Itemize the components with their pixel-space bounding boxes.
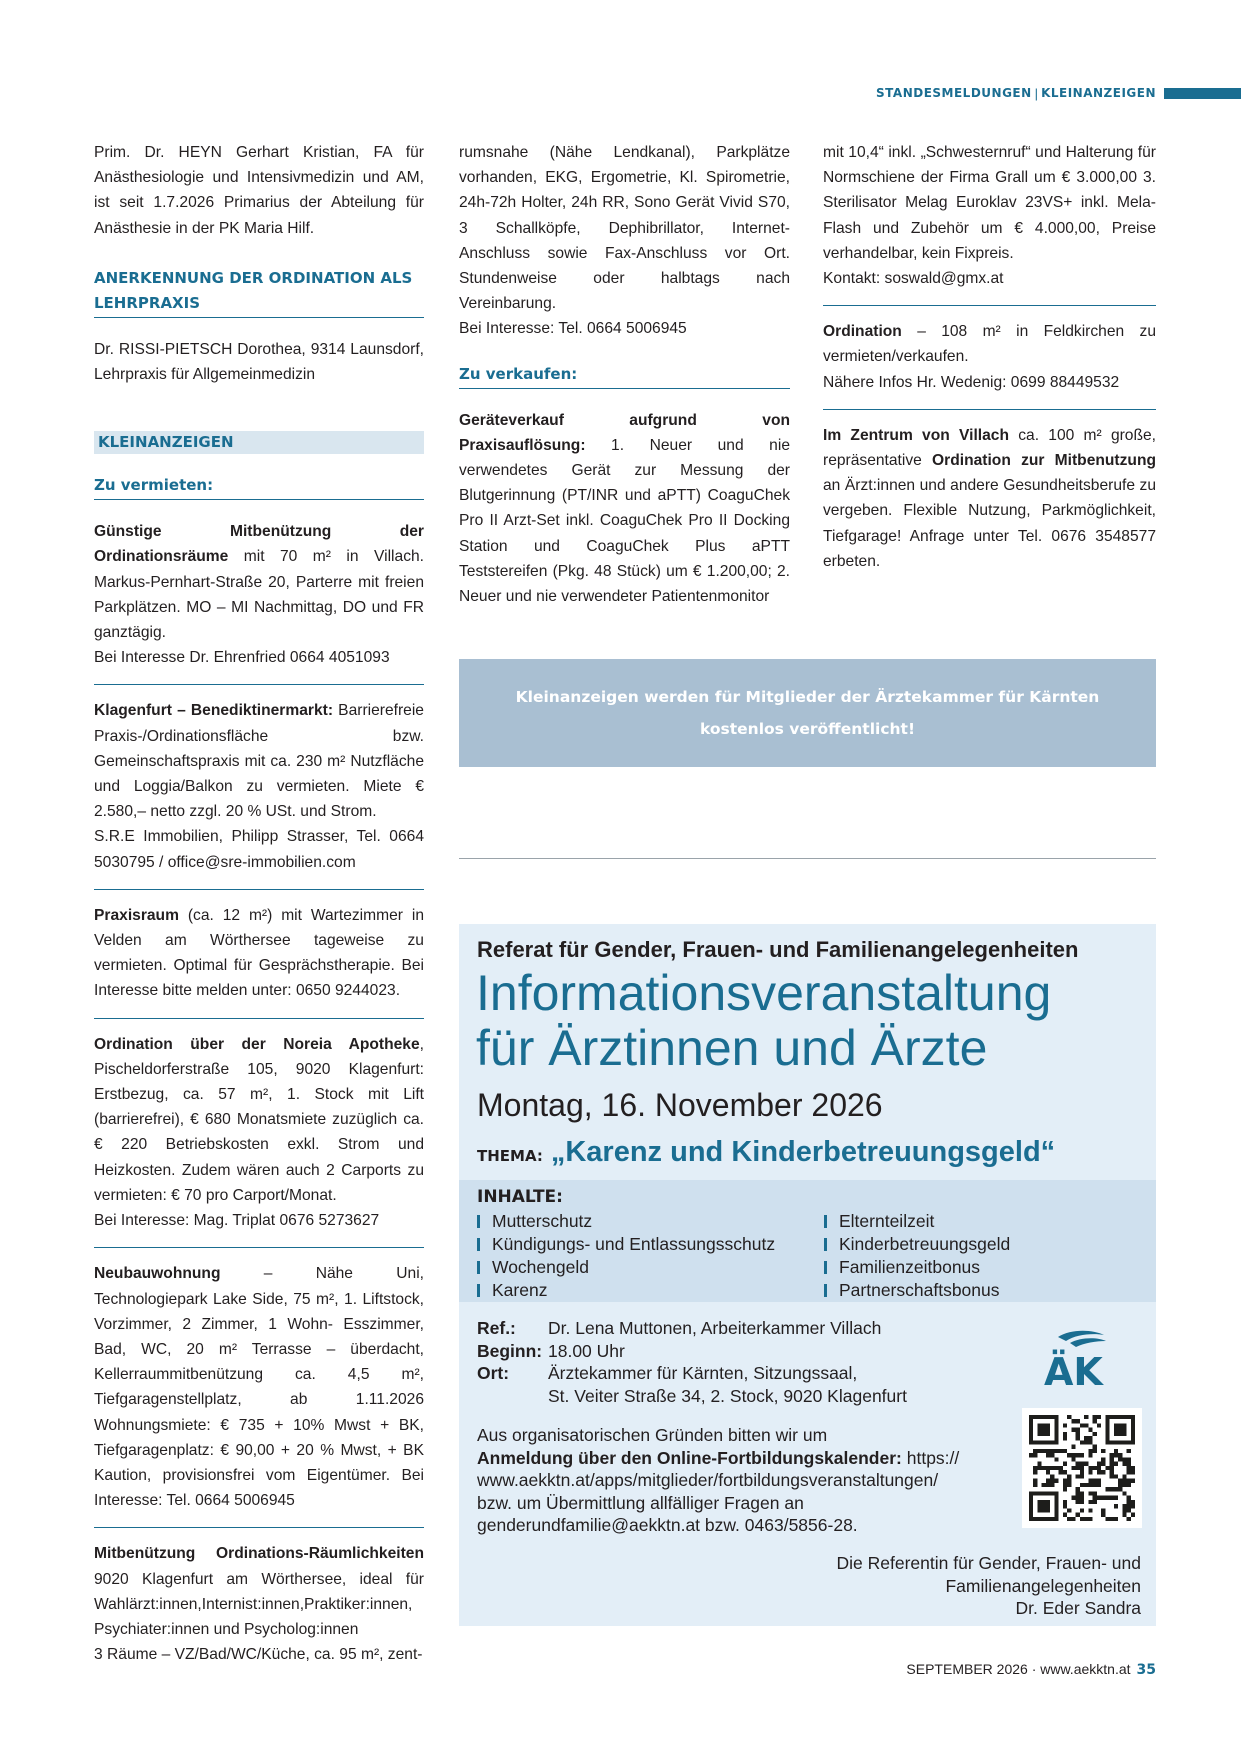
aek-logo-icon: [1040, 1329, 1120, 1389]
ad-entry: Günstige Mitbenützung der Ordinationsräume mit 70 m² in Villach. Markus-Pernhart-Straße 20, Parterre mit freien Parkplätzen. MO – MI Nachmittag, DO und FR ganztägig. Bei Interesse Dr. Ehrenfried 0664 4051093: [94, 519, 424, 685]
list-item: Mutterschutz: [477, 1210, 775, 1233]
event-title: Informationsveranstaltung für Ärztinnen und Ärzte: [476, 965, 1052, 1076]
kleinanzeigen-heading: KLEINANZEIGEN: [94, 431, 424, 454]
ort-label: Ort:: [477, 1363, 510, 1383]
section-separator: |: [1034, 85, 1039, 101]
list-item: Karenz: [477, 1279, 775, 1302]
svg-text:ÄK: ÄK: [1044, 1350, 1103, 1389]
kleinanzeigen-notice: Kleinanzeigen werden für Mitglieder der Ärztekammer für Kärnten kostenlos veröffentlicht!: [459, 659, 1156, 767]
ad-entry: Ordination über der Noreia Apotheke, Pischeldorferstraße 105, 9020 Klagenfurt: Erstbezug, ca. 57 m², 1. Stock mit Lift (barrierefrei), € 680 Monatsmiete zuzüglich ca. € 220 Betriebskosten exkl. Strom und Heizkosten. Zudem wären auch 2 Carports zu vermieten: € 70 pro Carport/Monat. Bei Interesse: Mag. Triplat 0676 5273627: [94, 1019, 424, 1249]
event-details: [477, 1317, 907, 1407]
ort-value: Ärztekammer für Kärnten, Sitzungssaal,: [548, 1363, 858, 1383]
event-date: Montag, 16. November 2026: [477, 1087, 883, 1123]
list-item: Kündigungs- und Entlassungsschutz: [477, 1233, 775, 1256]
ad-entry: Im Zentrum von Villach ca. 100 m² große, repräsentative Ordination zur Mitbenutzung an Ärzt:innen und andere Gesundheitsberufe zu vergeben. Flexible Nutzung, Parkmöglichkeit, Tiefgarage! Anfrage unter Tel. 0676 3548577 erbeten.: [823, 426, 1157, 570]
ad-entry: mit 10,4“ inkl. „Schwesternruf“ und Halterung für Normschiene der Firma Grall um € 3.000,00 3. Sterilisator Melag Euroklav 23VS+ inkl. Mela-Flash und Zubehör um € 4.000,00, Preise verhandelbar, kein Fixpreis. Kontakt: soswald@gmx.at: [823, 140, 1156, 306]
ad-continuation: rumsnahe (Nähe Lendkanal), Parkplätze vorhanden, EKG, Ergometrie, Kl. Spirometrie, 24h-72h Holter, 24h RR, Sono Gerät Vivid S70, 3 Schallköpfe, Dephibrillator, Internet-Anschluss sowie Fax-Anschluss vor Ort. Stundenweise oder halbtags nach Vereinbarung.: [459, 144, 790, 313]
event-box: [459, 924, 1156, 1626]
registration-link[interactable]: www.aekktn.at/apps/mitglieder/fortbildungsveranstaltungen/: [477, 1470, 939, 1490]
contact-line[interactable]: genderundfamilie@aekktn.at bzw. 0463/5856-28.: [477, 1515, 858, 1535]
ref-value: Dr. Lena Muttonen, Arbeiterkammer Villach: [548, 1318, 882, 1338]
inhalte-list-left: [477, 1210, 775, 1302]
bullet-icon: [477, 1261, 480, 1274]
column-3: [823, 140, 1156, 588]
sale-ad: Geräteverkauf aufgrund von Praxisauflösung: 1. Neuer und nie verwendetes Gerät zur Messung der Blutgerinnung (PT/INR und aPTT) CoaguChek Pro II Arzt-Set inkl. CoaguChek Pro II Docking Station und CoaguChek Plus aPTT Teststereifen (Pkg. 48 Stück) um € 1.200,00; 2. Neuer und nie verwendeter Patientenmonitor: [459, 411, 790, 606]
bullet-icon: [477, 1215, 480, 1228]
event-thema: [477, 1136, 1055, 1169]
bullet-icon: [824, 1238, 827, 1251]
ad-entry: Klagenfurt – Benediktinermarkt: Barrierefreie Praxis-/Ordinationsfläche bzw. Gemeinschaftspraxis mit ca. 230 m² Nutzfläche und Loggia/Balkon zu vermieten. Miete € 2.580,– netto zzgl. 20 % USt. und Strom. S.R.E Immobilien, Philipp Strasser, Tel. 0664 5030795 / office@sre-immobilien.com: [94, 685, 424, 889]
thema-label: THEMA:: [477, 1147, 543, 1165]
column-1: [94, 140, 424, 1681]
beginn-value: 18.00 Uhr: [548, 1340, 625, 1361]
list-item: Wochengeld: [477, 1256, 775, 1279]
inhalte-list-right: [824, 1210, 1010, 1302]
zu-vermieten-heading: Zu vermieten:: [94, 473, 424, 500]
page-number: 35: [1136, 1662, 1156, 1678]
bullet-icon: [477, 1238, 480, 1251]
thema-value: „Karenz und Kinderbetreuungsgeld“: [550, 1136, 1056, 1168]
ref-label: Ref.:: [477, 1318, 516, 1338]
section-label: STANDESMELDUNGEN: [876, 86, 1032, 100]
bullet-icon: [824, 1261, 827, 1274]
ad-contact: Bei Interesse: Tel. 0664 5006945: [459, 320, 687, 338]
intro-text: Prim. Dr. HEYN Gerhart Kristian, FA für Anästhesiologie und Intensivmedizin und AM, ist seit 1.7.2026 Primarius der Abteilung für Anästhesie in der PK Maria Hilf.: [94, 144, 424, 237]
list-item: Kinderbetreuungsgeld: [824, 1233, 1010, 1256]
column-2: [459, 140, 790, 609]
lehrpraxis-heading: ANERKENNUNG DER ORDINATION ALS LEHRPRAXIS: [94, 266, 424, 318]
ort-value: St. Veiter Straße 34, 2. Stock, 9020 Klagenfurt: [548, 1385, 907, 1406]
contact-email[interactable]: Kontakt: soswald@gmx.at: [823, 270, 1004, 288]
page-footer: [906, 1661, 1156, 1678]
ad-entry: Mitbenützung Ordinations-Räumlichkeiten 9020 Klagenfurt am Wörthersee, ideal für Wahlärzt:innen,Internist:innen,Praktiker:innen, Psychiater:innen und Psycholog:innen 3 Räume – VZ/Bad/WC/Küche, ca. 95 m², zent-: [94, 1545, 424, 1664]
list-item: Partnerschaftsbonus: [824, 1279, 1010, 1302]
inhalte-heading: INHALTE:: [477, 1187, 563, 1207]
bullet-icon: [477, 1284, 480, 1297]
bullet-icon: [824, 1215, 827, 1228]
list-item: Elternteilzeit: [824, 1210, 1010, 1233]
zu-verkaufen-heading: Zu verkaufen:: [459, 362, 790, 389]
qr-code-icon[interactable]: [1022, 1408, 1142, 1528]
beginn-label: Beginn:: [477, 1340, 543, 1361]
referentin-signature: Die Referentin für Gender, Frauen- und Familienangelegenheiten Dr. Eder Sandra: [836, 1553, 1141, 1618]
footer-text: SEPTEMBER 2026 · www.aekktn.at: [906, 1661, 1131, 1677]
ad-entry: Neubauwohnung – Nähe Uni, Technologiepark Lake Side, 75 m², 1. Liftstock, Vorzimmer, 2 Zimmer, 1 Wohn- Esszimmer, Bad, WC, 20 m² Terrasse – überdacht, Kellerraummitbenützung ca. 4,5 m², Tiefgaragenstellplatz, ab 1.11.2026 Wohnungsmiete: € 735 + 10% Mwst + BK, Tiefgaragenplatz: € 90,00 + 20 % Mwst, + BK Kaution, provisionsfrei vom Eigentümer. Bei Interesse: Tel. 0664 5006945: [94, 1248, 424, 1528]
section-label: KLEINANZEIGEN: [1041, 86, 1156, 100]
lehrpraxis-text: Dr. RISSI-PIETSCH Dorothea, 9314 Launsdorf, Lehrpraxis für Allgemeinmedizin: [94, 340, 424, 384]
ad-entry: Praxisraum (ca. 12 m²) mit Wartezimmer in Velden am Wörthersee tageweise zu vermieten. Optimal für Gesprächstherapie. Bei Interesse bitte melden unter: 0650 9244023.: [94, 890, 424, 1019]
inhalte-box: [459, 1180, 1156, 1302]
bullet-icon: [824, 1284, 827, 1297]
ad-entry: Ordination – 108 m² in Feldkirchen zu vermieten/verkaufen. Nähere Infos Hr. Wedenig: 0699 88449532: [823, 306, 1156, 410]
divider-line: [459, 858, 1156, 859]
list-item: Familienzeitbonus: [824, 1256, 1010, 1279]
anmeldung-text: Aus organisatorischen Gründen bitten wir um Anmeldung über den Online-Fortbildungskalender: https:// www.aekktn.at/apps/mitglieder/fortbildungsveranstaltungen/ bzw. um Übermittlung allfälliger Fragen an genderundfamilie@aekktn.at bzw. 0463/5856-28.: [477, 1424, 997, 1537]
header-accent-bar: [1164, 88, 1241, 99]
page-header: [876, 86, 1241, 100]
event-referat: Referat für Gender, Frauen- und Familienangelegenheiten: [477, 937, 1079, 962]
